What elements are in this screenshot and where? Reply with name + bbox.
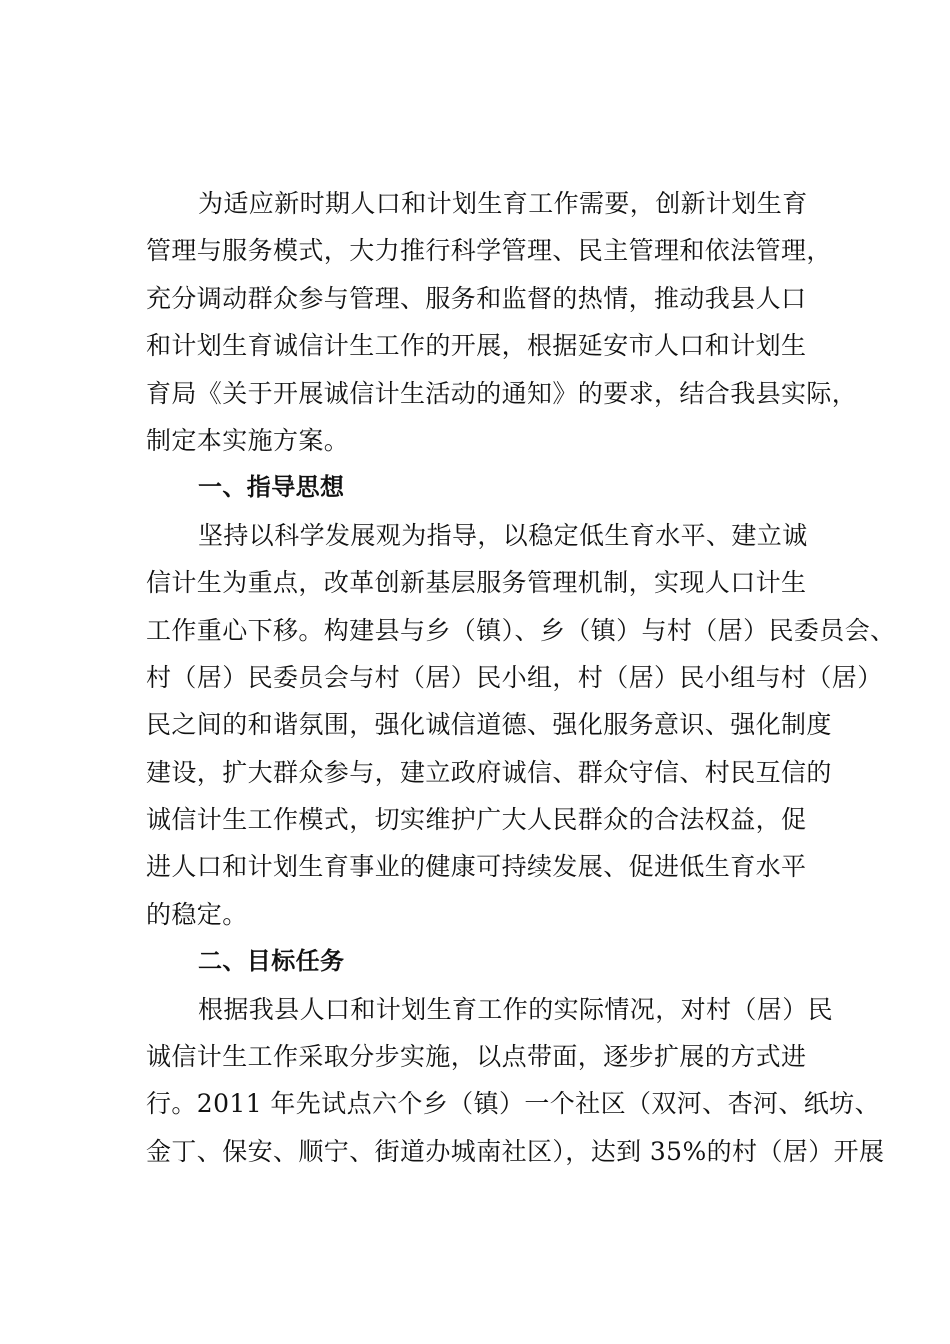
paragraph-line: 进人口和计划生育事业的健康可持续发展、促进低生育水平	[146, 852, 807, 882]
paragraph-line: 充分调动群众参与管理、服务和监督的热情，推动我县人口	[146, 283, 807, 313]
paragraph-line: 工作重心下移。构建县与乡（镇）、乡（镇）与村（居）民委员会、	[146, 615, 896, 645]
paragraph-line: 管理与服务模式，大力推行科学管理、民主管理和依法管理，	[146, 236, 832, 266]
paragraph-line: 行。2011 年先试点六个乡（镇）一个社区（双河、杏河、纸坊、	[146, 1089, 880, 1119]
section-heading-goals-tasks: 二、目标任务	[198, 947, 345, 976]
paragraph-line: 育局《关于开展诚信计生活动的通知》的要求，结合我县实际，	[146, 378, 858, 408]
paragraph-line: 诚信计生工作模式，切实维护广大人民群众的合法权益，促	[146, 805, 807, 835]
paragraph-line: 建设，扩大群众参与，建立政府诚信、群众守信、村民互信的	[146, 757, 832, 787]
paragraph-line: 民之间的和谐氛围，强化诚信道德、强化服务意识、强化制度	[146, 710, 832, 740]
section1-paragraph	[146, 512, 896, 939]
paragraph-line: 金丁、保安、顺宁、街道办城南社区），达到 35%的村（居）开展	[146, 1136, 885, 1166]
section-heading-guiding-ideology: 一、指导思想	[198, 473, 345, 502]
intro-paragraph	[146, 180, 858, 464]
paragraph-line: 村（居）民委员会与村（居）民小组，村（居）民小组与村（居）	[146, 662, 883, 692]
section2-paragraph	[146, 986, 885, 1176]
paragraph-line: 和计划生育诚信计生工作的开展，根据延安市人口和计划生	[146, 331, 807, 361]
paragraph-line: 诚信计生工作采取分步实施，以点带面，逐步扩展的方式进	[146, 1042, 807, 1072]
paragraph-line: 根据我县人口和计划生育工作的实际情况，对村（居）民	[198, 994, 834, 1024]
paragraph-line: 制定本实施方案。	[146, 425, 350, 455]
document-body	[146, 180, 896, 1175]
paragraph-line: 为适应新时期人口和计划生育工作需要，创新计划生育	[198, 189, 808, 218]
paragraph-line: 信计生为重点，改革创新基层服务管理机制，实现人口计生	[146, 568, 807, 598]
paragraph-line: 坚持以科学发展观为指导，以稳定低生育水平、建立诚	[198, 520, 808, 550]
paragraph-line: 的稳定。	[146, 899, 248, 929]
